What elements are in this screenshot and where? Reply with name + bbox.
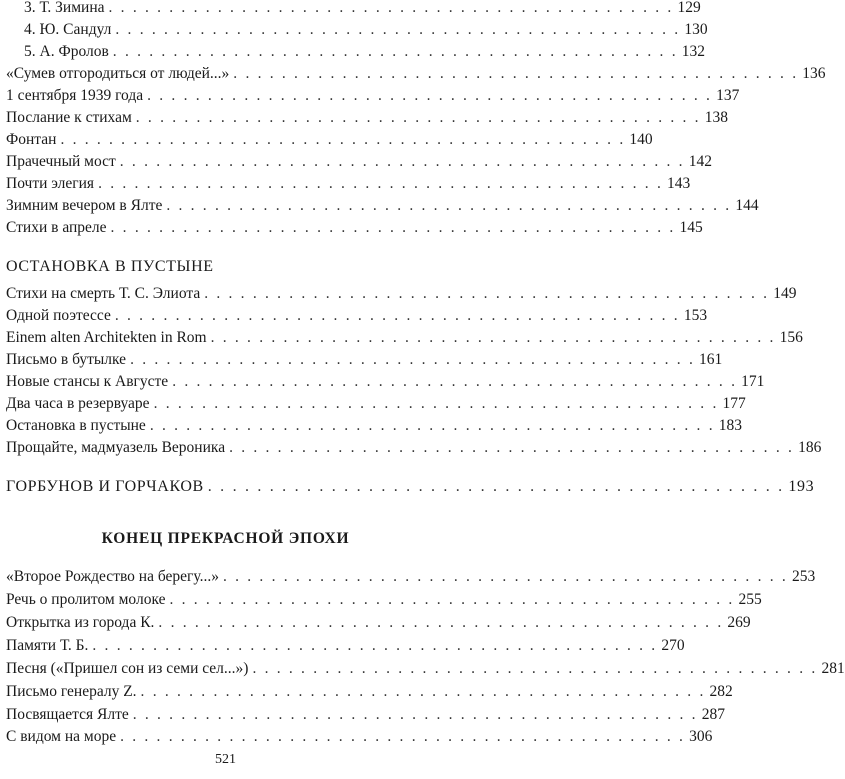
dot-leader: . . . . . . . . . . . . . . . . . . . . . . . . . . . . . . . . . . . . . . . . . . . . . . . bbox=[115, 21, 681, 38]
entry-page: 306 bbox=[689, 728, 713, 745]
toc-entry bbox=[24, 0, 701, 19]
entry-page: 143 bbox=[667, 175, 691, 192]
dot-leader: . . . . . . . . . . . . . . . . . . . . . . . . . . . . . . . . . . . . . . . . . . . . . . . bbox=[112, 43, 678, 60]
toc-entry bbox=[6, 437, 822, 459]
toc-entry bbox=[6, 726, 713, 748]
toc-entry bbox=[6, 217, 703, 239]
dot-leader: . . . . . . . . . . . . . . . . . . . . . . . . . . . . . . . . . . . . . . . . . . . . . . . bbox=[169, 591, 735, 608]
entry-page: 138 bbox=[704, 109, 728, 126]
dot-leader: . . . . . . . . . . . . . . . . . . . . . . . . . . . . . . . . . . . . . . . . . . . . . . . bbox=[149, 417, 715, 434]
toc-entry bbox=[24, 19, 708, 41]
dot-leader: . . . . . . . . . . . . . . . . . . . . . . . . . . . . . . . . . . . . . . . . . . . . . . . bbox=[110, 219, 676, 236]
entry-page: 255 bbox=[738, 591, 762, 608]
part-heading: КОНЕЦ ПРЕКРАСНОЙ ЭПОХИ bbox=[101, 530, 350, 547]
entry-title: Письмо генералу Z. bbox=[6, 683, 137, 700]
entry-title: Einem alten Architekten in Rom bbox=[6, 329, 207, 346]
entry-title: Речь о пролитом молоке bbox=[6, 591, 166, 608]
entry-title: Остановка в пустыне bbox=[6, 417, 146, 434]
toc-entry bbox=[6, 612, 751, 634]
toc-entry bbox=[6, 107, 728, 129]
entry-title: Письмо в бутылке bbox=[6, 351, 127, 368]
entry-title: 4. Ю. Сандул bbox=[24, 21, 112, 38]
page-number: 521 bbox=[215, 752, 236, 767]
dot-leader: . . . . . . . . . . . . . . . . . . . . . . . . . . . . . . . . . . . . . . . . . . . . . . . bbox=[98, 175, 664, 192]
entry-title: Стихи в апреле bbox=[6, 219, 107, 236]
dot-leader: . . . . . . . . . . . . . . . . . . . . . . . . . . . . . . . . . . . . . . . . . . . . . . . bbox=[60, 131, 626, 148]
toc-entry bbox=[6, 173, 691, 195]
dot-leader: . . . . . . . . . . . . . . . . . . . . . . . . . . . . . . . . . . . . . . . . . . . . . . . bbox=[120, 728, 686, 745]
entry-title: С видом на море bbox=[6, 728, 117, 745]
toc-entry bbox=[6, 704, 725, 726]
toc-entry bbox=[6, 681, 733, 703]
entry-page: 269 bbox=[727, 614, 751, 631]
entry-title: Песня («Пришел сон из семи сел...») bbox=[6, 660, 249, 677]
dot-leader: . . . . . . . . . . . . . . . . . . . . . . . . . . . . . . . . . . . . . . . . . . . . . . . bbox=[153, 395, 719, 412]
dot-leader: . . . . . . . . . . . . . . . . . . . . . . . . . . . . . . . . . . . . . . . . . . . . . . . bbox=[130, 351, 696, 368]
toc-entry bbox=[6, 635, 685, 657]
toc-entry bbox=[6, 589, 762, 611]
entry-title: Зимним вечером в Ялте bbox=[6, 197, 163, 214]
toc-section-entry bbox=[6, 476, 815, 498]
dot-leader: . . . . . . . . . . . . . . . . . . . . . . . . . . . . . . . . . . . . . . . . . . . . . . . bbox=[92, 637, 658, 654]
dot-leader: . . . . . . . . . . . . . . . . . . . . . . . . . . . . . . . . . . . . . . . . . . . . . . . bbox=[140, 683, 706, 700]
dot-leader: . . . . . . . . . . . . . . . . . . . . . . . . . . . . . . . . . . . . . . . . . . . . . . . bbox=[204, 285, 770, 302]
entry-title: Два часа в резервуаре bbox=[6, 395, 150, 412]
entry-page: 142 bbox=[688, 153, 712, 170]
toc-entry bbox=[6, 129, 653, 151]
entry-title: Посвящается Ялте bbox=[6, 706, 129, 723]
entry-page: 281 bbox=[821, 660, 845, 677]
entry-title: Стихи на смерть Т. С. Элиота bbox=[6, 285, 201, 302]
entry-page: 183 bbox=[718, 417, 743, 434]
toc-entry bbox=[6, 195, 759, 217]
toc-entry bbox=[6, 85, 740, 107]
entry-title: ГОРБУНОВ И ГОРЧАКОВ bbox=[6, 478, 204, 495]
dot-leader: . . . . . . . . . . . . . . . . . . . . . . . . . . . . . . . . . . . . . . . . . . . . . . . bbox=[166, 197, 732, 214]
entry-page: 171 bbox=[741, 373, 765, 390]
entry-title: 3. Т. Зимина bbox=[24, 0, 105, 16]
entry-page: 282 bbox=[709, 683, 733, 700]
entry-page: 270 bbox=[661, 637, 685, 654]
dot-leader: . . . . . . . . . . . . . . . . . . . . . . . . . . . . . . . . . . . . . . . . . . . . . . . bbox=[252, 660, 818, 677]
dot-leader: . . . . . . . . . . . . . . . . . . . . . . . . . . . . . . . . . . . . . . . . . . . . . . . bbox=[132, 706, 698, 723]
entry-title: Послание к стихам bbox=[6, 109, 132, 126]
dot-leader: . . . . . . . . . . . . . . . . . . . . . . . . . . . . . . . . . . . . . . . . . . . . . . . bbox=[233, 65, 799, 82]
entry-page: 177 bbox=[722, 395, 746, 412]
dot-leader: . . . . . . . . . . . . . . . . . . . . . . . . . . . . . . . . . . . . . . . . . . . . . . . bbox=[207, 478, 785, 495]
dot-leader: . . . . . . . . . . . . . . . . . . . . . . . . . . . . . . . . . . . . . . . . . . . . . . . bbox=[172, 373, 738, 390]
toc-entry bbox=[24, 41, 706, 63]
toc-entry bbox=[6, 371, 765, 393]
entry-page: 186 bbox=[798, 439, 822, 456]
entry-title: Почти элегия bbox=[6, 175, 95, 192]
toc-entry bbox=[6, 327, 803, 349]
entry-title: «Сумев отгородиться от людей...» bbox=[6, 65, 230, 82]
dot-leader: . . . . . . . . . . . . . . . . . . . . . . . . . . . . . . . . . . . . . . . . . . . . . . . bbox=[210, 329, 776, 346]
dot-leader: . . . . . . . . . . . . . . . . . . . . . . . . . . . . . . . . . . . . . . . . . . . . . . . bbox=[222, 568, 788, 585]
entry-page: 130 bbox=[684, 21, 708, 38]
dot-leader: . . . . . . . . . . . . . . . . . . . . . . . . . . . . . . . . . . . . . . . . . . . . . . . bbox=[114, 307, 680, 324]
entry-page: 253 bbox=[791, 568, 816, 585]
entry-title: Новые стансы к Августе bbox=[6, 373, 169, 390]
entry-page: 137 bbox=[716, 87, 740, 104]
dot-leader: . . . . . . . . . . . . . . . . . . . . . . . . . . . . . . . . . . . . . . . . . . . . . . . bbox=[158, 614, 724, 631]
entry-page: 193 bbox=[788, 478, 815, 495]
entry-page: 136 bbox=[802, 65, 826, 82]
dot-leader: . . . . . . . . . . . . . . . . . . . . . . . . . . . . . . . . . . . . . . . . . . . . . . . bbox=[147, 87, 713, 104]
entry-title: 5. А. Фролов bbox=[24, 43, 109, 60]
entry-page: 156 bbox=[779, 329, 803, 346]
entry-page: 132 bbox=[681, 43, 706, 60]
toc-entry bbox=[6, 415, 743, 437]
entry-page: 145 bbox=[679, 219, 703, 236]
entry-title: Одной поэтессе bbox=[6, 307, 111, 324]
entry-page: 161 bbox=[699, 351, 723, 368]
toc-entry bbox=[6, 305, 708, 327]
entry-title: «Второе Рождество на берегу...» bbox=[6, 568, 219, 585]
toc-entry bbox=[6, 63, 826, 85]
entry-page: 140 bbox=[629, 131, 653, 148]
entry-title: 1 сентября 1939 года bbox=[6, 87, 144, 104]
toc-entry bbox=[6, 393, 746, 415]
entry-page: 153 bbox=[683, 307, 708, 324]
toc-entry bbox=[6, 658, 845, 680]
entry-title: Прачечный мост bbox=[6, 153, 116, 170]
entry-page: 144 bbox=[735, 197, 759, 214]
entry-title: Памяти Т. Б. bbox=[6, 637, 89, 654]
section-heading: ОСТАНОВКА В ПУСТЫНЕ bbox=[6, 258, 214, 275]
entry-title: Открытка из города К. bbox=[6, 614, 155, 631]
toc-entry bbox=[6, 283, 797, 305]
toc-entry bbox=[6, 566, 816, 588]
dot-leader: . . . . . . . . . . . . . . . . . . . . . . . . . . . . . . . . . . . . . . . . . . . . . . . bbox=[119, 153, 685, 170]
entry-title: Фонтан bbox=[6, 131, 57, 148]
dot-leader: . . . . . . . . . . . . . . . . . . . . . . . . . . . . . . . . . . . . . . . . . . . . . . . bbox=[135, 109, 701, 126]
dot-leader: . . . . . . . . . . . . . . . . . . . . . . . . . . . . . . . . . . . . . . . . . . . . . . . bbox=[229, 439, 795, 456]
entry-title: Прощайте, мадмуазель Вероника bbox=[6, 439, 226, 456]
dot-leader: . . . . . . . . . . . . . . . . . . . . . . . . . . . . . . . . . . . . . . . . . . . . . . . bbox=[108, 0, 674, 16]
entry-page: 149 bbox=[773, 285, 797, 302]
toc-entry bbox=[6, 349, 723, 371]
entry-page: 129 bbox=[677, 0, 701, 16]
toc-entry bbox=[6, 151, 712, 173]
entry-page: 287 bbox=[701, 706, 725, 723]
